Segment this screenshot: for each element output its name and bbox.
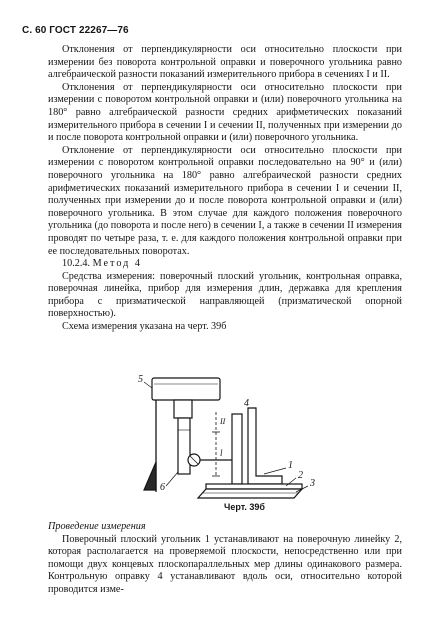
paragraph-procedure: Поверочный плоский угольник 1 устанавливают на поверочную линейку 2, которая располагается на проверяемой плоскости, непосредственно или при помощи двух концевых плоскопараллельных мер длины одинакового размера. Контрольную оправку 4 устанавливают вдоль оси, относительно которой проводится изме- bbox=[48, 533, 402, 595]
instrument-rod bbox=[178, 418, 190, 474]
square bbox=[248, 408, 282, 484]
label-2: 2 bbox=[298, 470, 303, 481]
base-plate bbox=[198, 489, 302, 498]
figure-caption: Черт. 39б bbox=[224, 502, 265, 512]
paragraph-deviation-no-rotation: Отклонения от перпендикулярности оси относительно плоскости при измерении без поворота контрольной оправки и поверочного угольника равно алгебраической разности показаний измерительного прибора в сечениях I и II. bbox=[48, 44, 402, 81]
label-4: 4 bbox=[244, 398, 249, 409]
label-3: 3 bbox=[310, 478, 315, 489]
paragraph-deviation-180-rotation: Отклонения от перпендикулярности оси относительно плоскости при измерении с поворотом контрольной оправки и (или) поверочного угольника на 180° равно алгебраической разности средних арифметических показаний измерительного прибора в сечении I и сечении II, полученных при измерении до и после поворота контрольной оправки и (или) поверочного угольника. bbox=[48, 81, 402, 144]
paragraph-deviation-90-rotation: Отклонение от перпендикулярности оси относительно плоскости при измерении с поворотом контрольной оправки последовательно на 90° и (или) поверочного угольника на 180° равно алгебраической разности средних арифметических показаний измерительного прибора в сечении I и сечении II, полученных при измерении до и после поворота контрольной оправки и (или) поверочного угольника. В этом случае для каждого положения поверочного угольника (до поворота и после него) в сечении I, а также в сечении II измерения проводят по четыре раза, т. е. для каждого положения контрольной оправки при ее последовательных поворотах. bbox=[48, 144, 402, 257]
text-block-lower bbox=[48, 521, 402, 597]
measurement-scheme-diagram bbox=[136, 372, 326, 502]
dimension-label-lower: l bbox=[220, 448, 223, 458]
procedure-heading: Проведение измерения bbox=[48, 521, 146, 532]
paragraph-scheme-ref: Схема измерения указана на черт. 39б bbox=[62, 321, 227, 333]
label-1: 1 bbox=[288, 460, 293, 471]
method-number: 10.2.4. bbox=[62, 258, 91, 270]
text-block-upper bbox=[48, 44, 402, 334]
holder-body bbox=[152, 378, 220, 400]
mandrel bbox=[232, 414, 242, 484]
page-header: С. 60 ГОСТ 22267—76 bbox=[22, 25, 129, 36]
holder-neck bbox=[174, 400, 192, 418]
dimension-label-upper: II bbox=[220, 417, 226, 426]
paragraph-instruments: Средства измерения: поверочный плоский угольник, контрольная оправка, поверочная линейка, прибор для измерения длин, державка для крепления прибора с призматической направляющей (призматической опорной поверхностью). bbox=[48, 270, 402, 320]
label-6: 6 bbox=[160, 482, 165, 493]
label-5: 5 bbox=[138, 374, 143, 385]
method-title: Метод 4 bbox=[92, 258, 142, 270]
method-heading bbox=[48, 258, 402, 271]
